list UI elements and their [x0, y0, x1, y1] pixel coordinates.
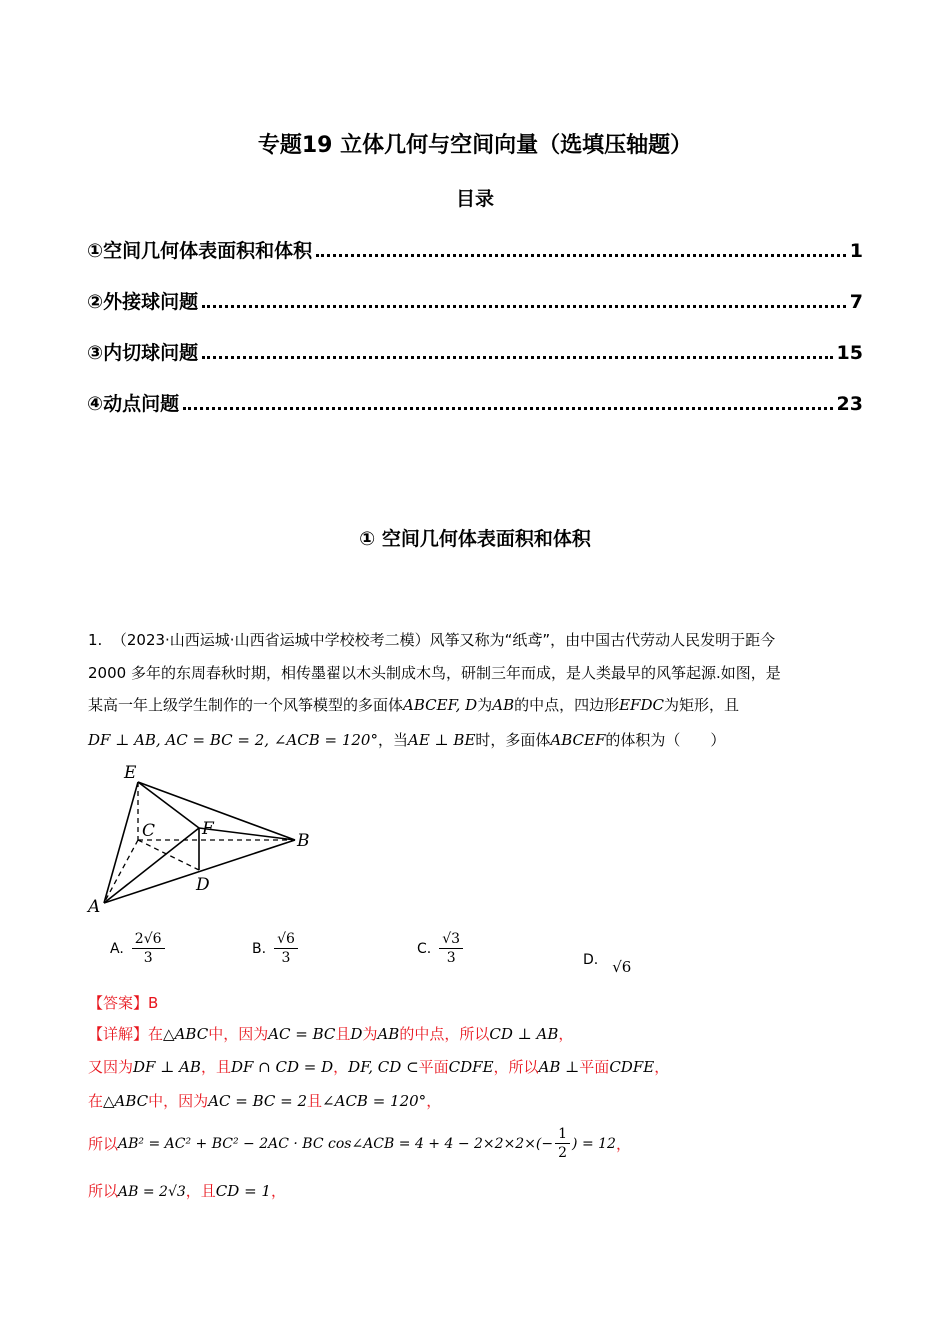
question-text: 的体积为（ ）	[605, 731, 726, 749]
detail-text: 为	[362, 1025, 378, 1043]
math-expr: △ABC	[103, 1092, 149, 1110]
toc-entry[interactable]	[87, 287, 863, 314]
question-line-1	[88, 624, 863, 657]
label-B: B	[297, 831, 310, 851]
detail-text: 在	[148, 1025, 164, 1043]
toc-entry-label: ③内切球问题	[87, 342, 199, 364]
toc-entry-label: ②外接球问题	[87, 291, 199, 313]
detail-text: 又因为	[88, 1058, 134, 1076]
label-C: C	[142, 821, 156, 841]
question-line-2: 2000 多年的东周春秋时期，相传墨翟以木头制成木鸟，研制三年而成，是人类最早的风筝起源.如图，是	[88, 664, 781, 682]
math-expr: AB	[492, 696, 515, 714]
detail-text: 平面	[418, 1058, 449, 1076]
detail-line-5	[88, 1175, 863, 1209]
option-fraction	[132, 930, 165, 967]
math-expr: AB² = AC² + BC² − 2AC · BC cos∠ACB = 4 + 4 − 2×2×2×(−	[118, 1135, 554, 1152]
toc-heading: 目录	[455, 188, 494, 210]
question-number: 1.	[88, 631, 103, 649]
detail-text: ，	[270, 1182, 286, 1200]
math-expr: AC = BC	[268, 1025, 336, 1043]
math-expr: AB	[377, 1025, 400, 1043]
option-letter: A.	[110, 940, 124, 957]
option-a[interactable]	[110, 930, 165, 967]
math-fraction	[555, 1125, 570, 1162]
option-fraction	[274, 930, 298, 967]
math-expr: DF, CD ⊂	[348, 1058, 419, 1076]
math-expr: DF ⊥ AB	[133, 1058, 201, 1076]
detail-text: 中，因为	[148, 1092, 209, 1110]
polyhedron-figure	[84, 760, 324, 920]
fraction-denominator: 2	[558, 1145, 568, 1161]
fraction-denominator: 3	[281, 950, 291, 966]
detail-text: 所以	[88, 1134, 119, 1153]
detail-text: ，所以	[493, 1058, 539, 1076]
fraction-numerator: √3	[439, 930, 463, 949]
toc-leader	[183, 407, 832, 410]
question-text: 时，多面体	[475, 731, 551, 749]
math-expr: CDFE	[609, 1058, 655, 1076]
math-expr: ABCEF, D	[403, 696, 478, 714]
detail-line-3	[88, 1085, 863, 1118]
option-fraction	[439, 930, 463, 967]
detail-text: ，	[615, 1134, 631, 1153]
label-D: D	[196, 875, 210, 895]
fraction-numerator: √6	[274, 930, 298, 949]
detail-text: 所以	[88, 1182, 119, 1200]
detail-text: 中，因为	[208, 1025, 269, 1043]
detail-text: ，且	[185, 1182, 216, 1200]
toc-leader	[202, 305, 846, 308]
detail-text: 且	[335, 1025, 351, 1043]
math-expr: AB = 2√3	[118, 1184, 186, 1200]
toc-entry-label: ④动点问题	[87, 393, 180, 415]
question-text: 某高一年上级学生制作的一个风筝模型的多面体	[88, 696, 404, 714]
math-expr: CD ⊥ AB	[489, 1025, 559, 1043]
math-expr: DF ⊥ AB, AC = BC = 2, ∠ACB = 120°	[88, 731, 378, 749]
detail-label: 【详解】	[88, 1025, 149, 1043]
label-F: F	[202, 819, 214, 839]
math-expr: EFDC	[619, 696, 664, 714]
fraction-numerator: 1	[555, 1125, 570, 1144]
toc-entry-page: 1	[849, 240, 863, 262]
math-expr: CDFE	[448, 1058, 494, 1076]
question-text: 为矩形，且	[663, 696, 739, 714]
toc-entry-page: 23	[836, 393, 863, 415]
detail-text: 平面	[579, 1058, 610, 1076]
detail-text: ，	[426, 1092, 442, 1110]
toc-entry-page: 7	[849, 291, 863, 313]
math-expr: AC = BC = 2	[208, 1092, 308, 1110]
fraction-denominator: 3	[446, 950, 456, 966]
math-expr: DF ∩ CD = D	[230, 1058, 334, 1076]
option-letter: D.	[583, 952, 599, 968]
toc-leader	[316, 254, 846, 257]
edge-CD	[138, 840, 199, 870]
math-expr: △ABC	[163, 1025, 209, 1043]
option-b[interactable]	[252, 930, 298, 967]
toc-leader	[202, 356, 832, 359]
math-expr: CD = 1	[215, 1182, 271, 1200]
option-d[interactable]	[583, 944, 631, 976]
option-c[interactable]	[417, 930, 463, 967]
detail-line-2	[88, 1051, 863, 1084]
question-line-3	[88, 689, 863, 722]
toc-entry[interactable]	[87, 389, 863, 416]
answer-label: 【答案】B	[88, 994, 159, 1012]
toc-entry[interactable]	[87, 338, 863, 365]
math-expr: ABCEF	[550, 731, 606, 749]
math-expr: AB ⊥	[538, 1058, 580, 1076]
question-source: （2023·山西运城·山西省运城中学校校考二模）	[111, 631, 430, 649]
question-text: 的中点，四边形	[514, 696, 620, 714]
label-E: E	[124, 763, 137, 783]
section-heading: ① 空间几何体表面积和体积	[359, 528, 591, 550]
math-expr: ) = 12	[572, 1135, 616, 1152]
toc-entry[interactable]	[87, 236, 863, 263]
fraction-denominator: 3	[143, 950, 153, 966]
edge-EB	[138, 782, 295, 840]
fraction-numerator: 2√6	[132, 930, 165, 949]
detail-line-4	[88, 1125, 863, 1162]
detail-line-1	[88, 1018, 863, 1051]
option-letter: C.	[417, 940, 432, 957]
toc-entry-label: ①空间几何体表面积和体积	[87, 240, 313, 262]
detail-text: ，	[558, 1025, 574, 1043]
question-text: 为	[477, 696, 493, 714]
question-line-4	[88, 724, 863, 757]
detail-text: ，	[333, 1058, 349, 1076]
option-letter: B.	[252, 940, 267, 957]
math-expr: ∠ACB = 120°	[322, 1092, 427, 1110]
edge-EA	[104, 782, 138, 903]
math-expr: AE ⊥ BE	[408, 731, 476, 749]
question-text: ，当	[377, 731, 408, 749]
detail-text: ，	[654, 1058, 670, 1076]
detail-text: 的中点，所以	[399, 1025, 490, 1043]
detail-text: 且	[307, 1092, 323, 1110]
toc-entry-page: 15	[836, 342, 863, 364]
option-value: √6	[612, 958, 632, 976]
detail-text: 在	[88, 1092, 104, 1110]
math-expr: D	[350, 1025, 363, 1043]
question-text: 风筝又称为“纸鸢”，由中国古代劳动人民发明于距今	[429, 631, 776, 649]
detail-text: ，且	[200, 1058, 231, 1076]
page-title: 专题19 立体几何与空间向量（选填压轴题）	[257, 133, 693, 158]
label-A: A	[88, 897, 101, 917]
